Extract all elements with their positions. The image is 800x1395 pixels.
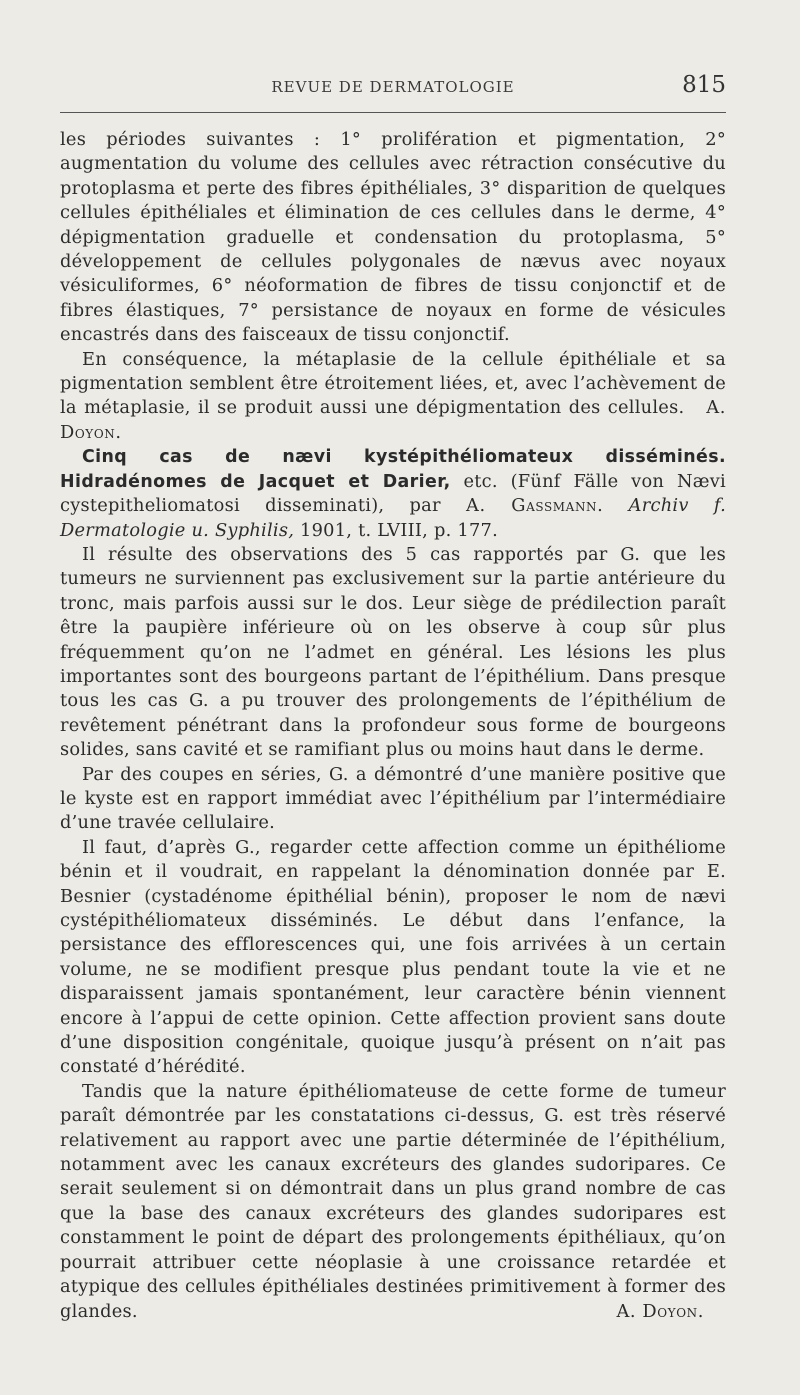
paragraph-reservation [60, 1080, 726, 1324]
paragraph-conclusion-text: En conséquence, la métaplasie de la cellule épithéliale et sa pigmentation semblent être étroitement liées, et, avec l’achèvement de la métaplasie, il se produit aussi une dépigmentation des cellules. [60, 348, 726, 419]
reviewer-signature-2: A. Doyon. [616, 1300, 704, 1322]
paragraph-classification: Il faut, d’après G., regarder cette affection comme un épithéliome bénin et il voudrait, en rappelant la dénomination donnée par E. Besnier (cystadénome épithélial bénin), proposer le nom de nævi cystépithéliomateux disséminés. Le début dans l’enfance, la persistance des efflorescences qui, une fois arrivées à un certain volume, ne se modifient presque plus pendant toute la vie et ne disparaissent jamais spontanément, leur caractère bénin viennent encore à l’appui de cette opinion. Cette affection provient sans doute d’une disposition congénitale, quoique jusqu’à présent on n’ait pas constaté d’hérédité. [60, 836, 726, 1078]
article-heading [60, 445, 726, 543]
reviewer-signature: A. Doyon. [60, 397, 726, 443]
journal-title: REVUE DE DERMATOLOGIE [271, 78, 515, 96]
article-subtitle: etc. (Fünf Fälle von Nævi cystepitheliomatosi disseminati), par [60, 470, 726, 517]
paragraph-reservation-text: Tandis que la nature épithéliomateuse de cette forme de tumeur paraît démontrée par les constatations ci-dessus, G. est très réservé relativement au rapport avec une partie déterminée de l’épithélium, notamment avec les canaux excréteurs des glandes sudoripares. Ce serait seulement si on démontrait dans un plus grand nombre de cas que la base des canaux excréteurs des glandes sudoripares est constamment le point de départ des prolongements épithéliaux, qu’on pourrait attribuer cette néoplasie à une croissance retardée et atypique des cellules épithéliales destinées primitivement à former des glandes. [60, 1080, 726, 1322]
running-head [60, 70, 726, 106]
paragraph-observations: Il résulte des observations des 5 cas rapportés par G. que les tumeurs ne surviennent pas exclusivement sur la partie antérieure du tronc, mais parfois aussi sur le dos. Leur siège de prédilection paraît être la paupière inférieure où on les observe à coup sûr plus fréquemment qu’on ne l’admet en général. Les lésions les plus importantes sont des bourgeons partant de l’épithélium. Dans presque tous les cas G. a pu trouver des prolongements de l’épithélium de revêtement pénétrant dans la profondeur sous forme de bourgeons solides, sans cavité et se ramifiant plus ou moins haut dans le derme. [60, 543, 726, 761]
header-rule [60, 112, 726, 113]
article-body [60, 128, 726, 1324]
paragraph-conclusion [60, 348, 726, 446]
journal-name: Archiv f. Dermatologie u. Syphilis, [60, 495, 726, 541]
paragraph-continued: les périodes suivantes : 1° prolifération et pigmentation, 2° augmentation du volume des cellules avec rétraction consécutive du protoplasma et perte des fibres épithéliales, 3° disparition de quelques cellules épithéliales et élimination de ces cellules dans le derme, 4° dépigmentation graduelle et condensation du protoplasma, 5° développement de cellules polygonales de nævus avec noyaux vésiculiformes, 6° néoformation de fibres de tissu conjonctif et de fibres élastiques, 7° persistance de noyaux en forme de vésicules encastrés dans des faisceaux de tissu conjonctif. [60, 129, 726, 346]
citation: 1901, t. LVIII, p. 177. [300, 519, 498, 541]
article-author: A. Gassmann. [466, 495, 604, 517]
article-title: Cinq cas de nævi kystépithéliomateux disséminés. Hidradénomes de Jacquet et Darier, [60, 447, 726, 492]
page-number: 815 [682, 72, 726, 98]
paragraph-serial-sections: Par des coupes en séries, G. a démontré d’une manière positive que le kyste est en rapport immédiat avec l’épithélium par l’intermédiaire d’une travée cellulaire. [60, 763, 726, 834]
